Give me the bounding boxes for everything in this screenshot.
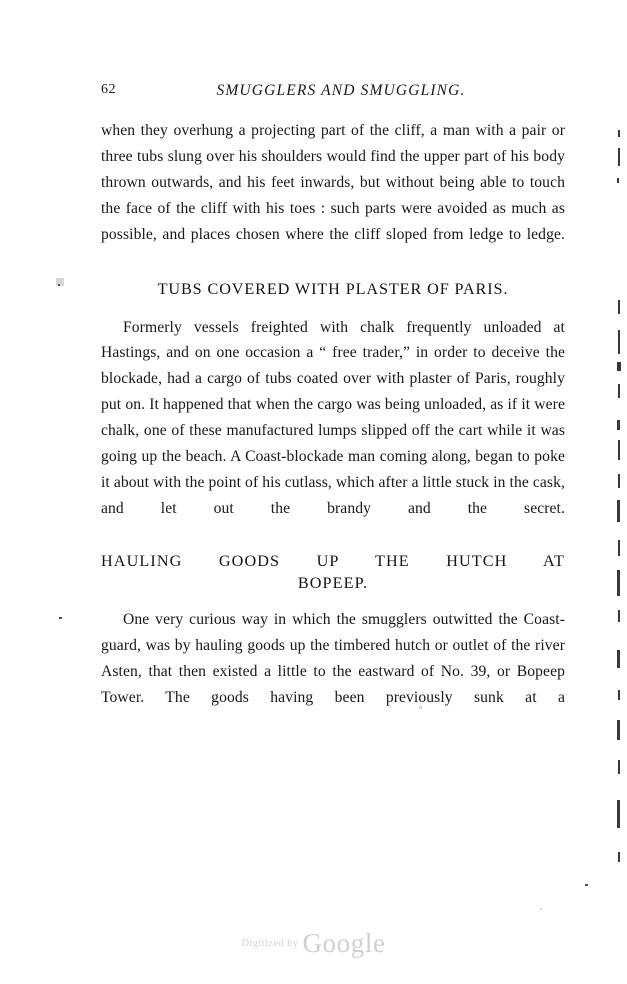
watermark-prefix: Digitized by xyxy=(241,938,299,949)
scan-artifact xyxy=(617,362,621,371)
scan-artifact xyxy=(540,908,542,910)
scan-artifact xyxy=(618,440,620,460)
section-heading-hauling-goods xyxy=(101,550,565,594)
spacer xyxy=(101,522,565,550)
paragraph-2: Formerly vessels freighted with chalk frequently unloaded at Hastings, and on one occasion a “ free trader,” in order to deceive the blockade, had a cargo of tubs coated over with plaster of Paris, roughly put on. It happened that when the cargo was being unloaded, as if it were chalk, one of these manufactured lumps slipped off the cart while it was going up the beach. A Coast-blockade man coming along, began to poke it about with the point of his cutlass, which after a little stuck in the cask, and let out the brandy and the secret. xyxy=(101,318,565,517)
paragraph-3: One very curious way in which the smugglers outwitted the Coast-guard, was by hauling goods up the timbered hutch or outlet of the river Asten, that then existed a little to the eastward of No. 39, or Bopeep Tower. The goods having been previously sunk at a xyxy=(101,610,565,706)
scan-artifact xyxy=(617,178,619,183)
spacer xyxy=(101,248,565,278)
scan-artifact xyxy=(617,800,620,828)
scan-artifact xyxy=(618,474,620,488)
scan-artifact xyxy=(618,300,620,314)
scan-artifact xyxy=(617,720,620,740)
spacer xyxy=(101,300,565,315)
scan-artifact xyxy=(585,884,588,886)
scan-artifact xyxy=(618,690,620,700)
scan-artifact xyxy=(617,500,620,522)
scan-artifact xyxy=(617,420,620,430)
scan-artifact xyxy=(618,130,620,137)
scan-artifact xyxy=(617,650,620,668)
text-block xyxy=(101,118,565,710)
scan-artifact xyxy=(419,706,422,709)
scan-artifact xyxy=(618,760,620,774)
scan-artifact xyxy=(618,540,620,556)
scan-artifact xyxy=(618,852,620,862)
scan-artifact xyxy=(617,570,620,596)
watermark-logo: Google xyxy=(302,928,386,958)
scan-artifact xyxy=(618,330,620,354)
section-heading-line-1: HAULING GOODS UP THE HUTCH AT xyxy=(101,551,565,570)
spacer xyxy=(101,594,565,607)
scan-artifact xyxy=(618,610,620,622)
section-heading-line-2: BOPEEP. xyxy=(297,573,369,592)
page-number: 62 xyxy=(101,82,116,97)
scan-artifact xyxy=(59,617,62,619)
scan-artifact xyxy=(56,278,64,286)
section-heading-tubs-covered: TUBS COVERED WITH PLASTER OF PARIS. xyxy=(157,279,509,298)
scan-artifact xyxy=(618,384,620,398)
running-head xyxy=(101,82,565,102)
paragraph-1: when they overhung a projecting part of the cliff, a man with a pair or three tubs slung over his shoulders would find the upper part of his body thrown outwards, and his feet inwards, but without being able to touch the face of the cliff with his toes : such parts were avoided as much as possible, and places chosen where the cliff sloped from ledge to ledge. xyxy=(101,122,565,243)
running-head-title: SMUGGLERS AND SMUGGLING. xyxy=(216,82,466,99)
google-digitized-watermark xyxy=(0,928,627,959)
scan-artifact xyxy=(618,148,620,166)
